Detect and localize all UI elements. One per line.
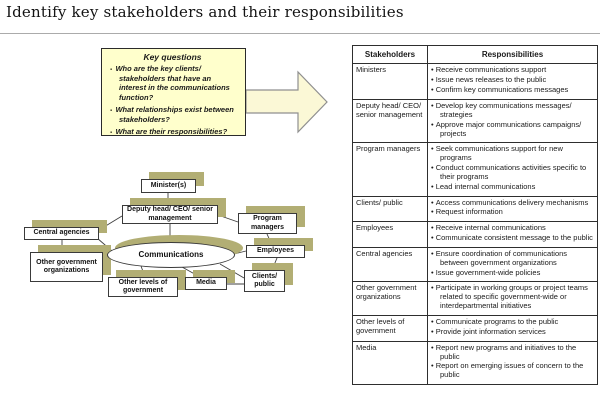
responsibilities-cell [428,99,598,142]
responsibilities-cell [428,316,598,342]
stakeholders-column-header: Stakeholders [353,46,428,64]
table-row [353,99,598,142]
stakeholder-cell: Other levels of government [353,316,428,342]
page-title: Identify key stakeholders and their responsibilities [6,3,404,21]
stakeholder-table [352,45,598,385]
responsibility-item: • Issue news releases to the public [431,76,594,85]
diagram-node-employees: Employees [246,245,305,258]
key-questions-title: Key questions [143,52,202,62]
responsibility-item: • Conduct communications activities specific to their programs [431,164,594,182]
responsibilities-cell [428,282,598,316]
key-questions-list [106,64,239,138]
responsibility-item: • Provide joint information services [431,328,594,337]
key-question-item: ▪ Who are the key clients/ stakeholders that have an interest in the communications function? [106,64,239,102]
responsibility-item: • Receive internal communications [431,224,594,233]
diagram-node-communications: Communications [107,242,235,268]
diagram-node-other-government-organizations: Other government organizations [30,252,103,282]
responsibility-item: • Access communications delivery mechanisms [431,199,594,208]
diagram-node-program-managers: Program managers [238,213,297,234]
table-row [353,247,598,282]
responsibility-item: • Communicate programs to the public [431,318,594,327]
responsibilities-cell [428,64,598,100]
responsibility-item: • Issue government-wide policies [431,269,594,278]
diagram-node-media: Media [185,277,227,290]
responsibilities-cell [428,222,598,248]
stakeholder-cell: Program managers [353,143,428,196]
diagram-node-central-agencies: Central agencies [24,227,99,240]
diagram-node-deputy-head: Deputy head/ CEO/ senior management [122,205,218,224]
responsibilities-column-header: Responsibilities [428,46,598,64]
table-row [353,196,598,222]
responsibility-item: • Communicate consistent message to the public [431,234,594,243]
title-divider [0,33,600,34]
key-questions-box [101,48,246,136]
table-row [353,143,598,196]
key-question-item: ▪ What are their responsibilities? [106,127,239,137]
table-row [353,341,598,384]
responsibility-item: • Approve major communications campaigns/ projects [431,121,594,139]
table-header-row [353,46,598,64]
diagram-node-clients-public: Clients/ public [244,270,285,292]
responsibility-item: • Lead internal communications [431,183,594,192]
stakeholder-table-body [353,64,598,385]
responsibilities-cell [428,341,598,384]
responsibilities-cell [428,143,598,196]
stakeholder-cell: Media [353,341,428,384]
stakeholder-cell: Other government organizations [353,282,428,316]
responsibility-item: • Report new programs and initiatives to the public [431,344,594,362]
stakeholder-cell: Ministers [353,64,428,100]
stakeholder-cell: Central agencies [353,247,428,282]
responsibility-item: • Request information [431,208,594,217]
table-row [353,282,598,316]
responsibilities-cell [428,247,598,282]
table-row [353,316,598,342]
table-row [353,222,598,248]
responsibility-item: • Seek communications support for new programs [431,145,594,163]
table-row [353,64,598,100]
responsibility-item: • Ensure coordination of communications between government organizations [431,250,594,268]
stakeholder-cell: Deputy head/ CEO/ senior management [353,99,428,142]
responsibility-item: • Report on emerging issues of concern to the public [431,362,594,380]
responsibility-item: • Confirm key communications messages [431,86,594,95]
stakeholder-cell: Employees [353,222,428,248]
stakeholder-cell: Clients/ public [353,196,428,222]
diagram-node-ministers: Minister(s) [141,179,196,193]
responsibility-item: • Develop key communications messages/ strategies [431,102,594,120]
diagram-node-other-levels-of-government: Other levels of government [108,277,178,297]
responsibility-item: • Participate in working groups or project teams related to specific government-wide or interdepartmental initiatives [431,284,594,311]
responsibilities-cell [428,196,598,222]
key-question-item: ▪ What relationships exist between stakeholders? [106,105,239,124]
responsibility-item: • Receive communications support [431,66,594,75]
